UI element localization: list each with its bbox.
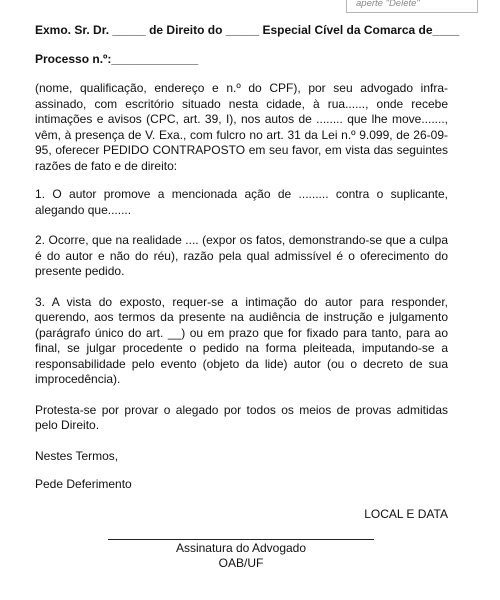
closing-terms: Nestes Termos, — [35, 448, 119, 463]
signature-line — [108, 539, 374, 540]
item-3-paragraph: 3. A vista do exposto, requer-se a intimação do autor para responder, querendo, aos termos da presente na audiência de instrução e julgamento (parágrafo único do art. __) ou em prazo que for fixado para tanto, para ao final, se julgar procedente o pedido na forma pleiteada, imputando-se a responsabilidade pelo evento (objeto da lide) autor (ou o decreto de sua improcedência). — [35, 294, 448, 386]
delete-hint-text: aperte "Delete" — [356, 0, 420, 9]
addressee-heading: Exmo. Sr. Dr. _____ de Direito do _____ Especial Cível da Comarca de____ — [35, 23, 460, 37]
intro-paragraph: (nome, qualificação, endereço e n.º do CPF), por seu advogado infra-assinado, com escritório situado nesta cidade, à rua......, onde recebe intimações e avisos (CPC, art. 39, I), nos autos de ........ que lhe move......., vêm, à presença de V. Exa., com fulcro no art. 31 da Lei n.º 9.099, de 26-09-95, oferecer PEDIDO CONTRAPOSTO em seu favor, em vista das seguintes razões de fato e de direito: — [35, 81, 448, 173]
oab-label: OAB/UF — [218, 556, 264, 570]
item-2-paragraph: 2. Ocorre, que na realidade .... (expor os fatos, demonstrando-se que a culpa é do autor e não do réu), razão pela qual admissível é o oferecimento do presente pedido. — [35, 233, 448, 278]
delete-hint-box — [346, 0, 478, 13]
signature-label: Assinatura do Advogado — [175, 541, 307, 555]
closing-request: Pede Deferimento — [35, 477, 132, 491]
protest-paragraph: Protesta-se por provar o alegado por todos os meios de provas admitidas pelo Direito. — [35, 402, 448, 432]
signature-block — [108, 541, 374, 571]
process-number-heading: Processo n.º:_____________ — [35, 52, 199, 66]
item-1-paragraph: 1. O autor promove a mencionada ação de ......... contra o suplicante, alegando que....... — [35, 187, 448, 217]
local-and-date: LOCAL E DATA — [364, 506, 448, 521]
petition-document — [35, 22, 460, 522]
